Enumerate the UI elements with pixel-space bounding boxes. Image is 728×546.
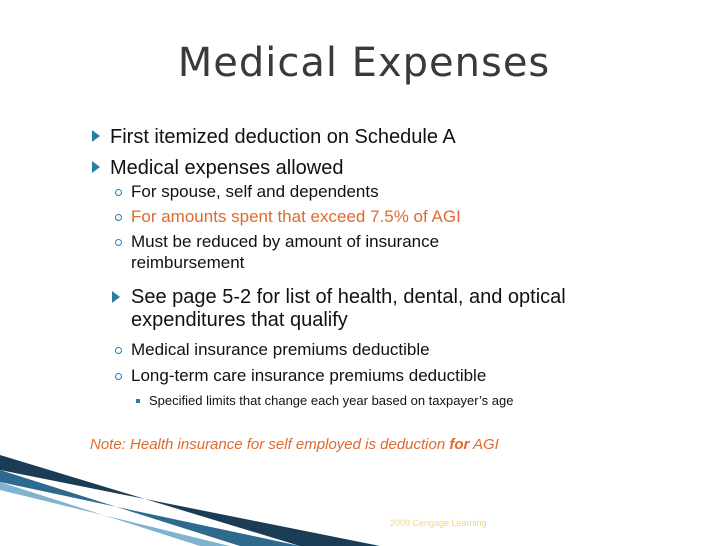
note-suffix: AGI [469, 436, 499, 453]
bullet-item-continuation: expenditures that qualify [131, 309, 348, 331]
bullet-item: For spouse, self and dependents [131, 182, 379, 201]
bullet-item: Medical insurance premiums deductible [131, 340, 430, 359]
arrow-bullet-icon [112, 291, 120, 303]
bullet-item: Must be reduced by amount of insurance [131, 232, 440, 251]
arrow-bullet-icon [92, 161, 100, 173]
circle-bullet-icon [115, 239, 122, 246]
note-text [90, 436, 499, 453]
bullet-item-highlight: For amounts spent that exceed 7.5% of AGI [131, 207, 461, 226]
circle-bullet-icon [115, 347, 122, 354]
circle-bullet-icon [115, 214, 122, 221]
bullet-item: Long-term care insurance premiums deductible [131, 366, 487, 385]
circle-bullet-icon [115, 373, 122, 380]
bullet-item-continuation: reimbursement [131, 253, 245, 272]
bullet-item: First itemized deduction on Schedule A [110, 126, 456, 148]
note-prefix: Note: Health insurance for self employed is deduction [90, 436, 450, 453]
footer-credit: 2009 Cengage Learning [390, 518, 487, 528]
note-emphasis: for [449, 436, 470, 453]
bullet-item: See page 5-2 for list of health, dental, and optical [131, 286, 566, 308]
square-bullet-icon [136, 399, 140, 403]
bullet-item: Medical expenses allowed [110, 157, 344, 179]
slide-title: Medical Expenses [177, 40, 551, 86]
bullet-item: Specified limits that change each year based on taxpayer’s age [149, 393, 514, 408]
circle-bullet-icon [115, 189, 122, 196]
arrow-bullet-icon [92, 130, 100, 142]
